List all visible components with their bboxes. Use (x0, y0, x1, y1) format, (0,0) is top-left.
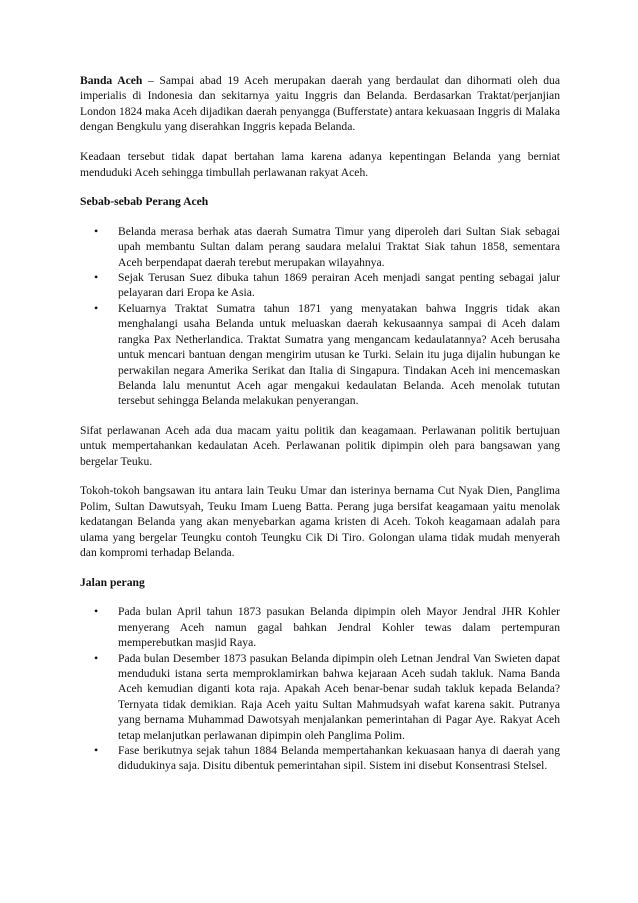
intro-bold-term: Banda Aceh (80, 74, 143, 87)
paragraph-4: Tokoh-tokoh bangsawan itu antara lain Teuku Umar dan isterinya bernama Cut Nyak Dien, Panglima Polim, Sultan Dawutsyah, Teuku Imam Lueng Batta. Perang juga bersifat keagamaan yaitu menolak kedatangan Belanda yang akan menyebarkan agama kristen di Aceh. Tokoh keagamaan adalah para ulama yang bergelar Teungku contoh Teungku Cik Di Tiro. Golongan ulama tidak mudah menyerah dan kompromi terhadap Belanda. (80, 484, 560, 560)
paragraph-3: Sifat perlawanan Aceh ada dua macam yaitu politik dan keagamaan. Perlawanan politik bertujuan untuk mempertahankan kedaulatan Aceh. Perlawanan politik dipimpin oleh para bangsawan yang bergelar Teuku. (80, 423, 560, 468)
list-item (94, 650, 560, 743)
intro-paragraph (80, 73, 560, 135)
list-item (94, 743, 560, 774)
list-item (94, 604, 560, 650)
bullet-icon: • (94, 604, 99, 619)
list-item-text: Pada bulan April tahun 1873 pasukan Belanda dipimpin oleh Mayor Jendral JHR Kohler menyerang Aceh namun gagal bahkan Jendral Kohler tewas dalam pertempuran memperebutkan masjid Raya. (118, 605, 560, 650)
section-heading-causes: Sebab-sebab Perang Aceh (80, 195, 209, 209)
list-item (94, 223, 560, 270)
bullet-icon: • (94, 223, 99, 238)
list-item-text: Fase berikutnya sejak tahun 1884 Belanda mempertahankan kekuasaan hanya di daerah yang didudukinya saja. Disitu dibentuk pemerintahan sipil. Sistem ini disebut Konsentrasi Stelsel. (118, 744, 560, 773)
list-item-text: Pada bulan Desember 1873 pasukan Belanda dipimpin oleh Letnan Jendral Van Swieten dapat menduduki istana serta memproklamirkan bahwa kejaraan Aceh sudah takluk. Nama Banda Aceh kemudian diganti kota raja. Apakah Aceh benar-benar sudah takluk kepada Belanda? Ternyata tidak demikian. Raja Aceh yaitu Sultan Mahmudsyah wafat karena sakit. Putranya yang bernama Muhammad Dawotsyah menjalankan pemerintahan di Pagar Aye. Rakyat Aceh tetap melanjutkan perlawanan dipimpin oleh Panglima Polim. (118, 651, 560, 742)
intro-text: – Sampai abad 19 Aceh merupakan daerah yang berdaulat dan dihormati oleh dua imperialis di Indonesia dan sekitarnya yaitu Inggris dan Belanda. Berdasarkan Traktat/perjanjian London 1824 maka Aceh dijadikan daerah penyangga (Bufferstate) antara kekuasaan Inggris di Malaka dengan Bengkulu yang diserahkan Inggris kepada Belanda. (80, 74, 560, 134)
list-item (94, 300, 560, 409)
section-heading-war-course: Jalan perang (80, 575, 145, 589)
causes-list (80, 224, 560, 409)
bullet-icon: • (94, 650, 99, 665)
list-item-text: Belanda merasa berhak atas daerah Sumatra Timur yang diperoleh dari Sultan Siak sebagai upah membantu Sultan dalam perang saudara melalui Traktat Siak tahun 1858, sementara Aceh berpendapat daerah terebut merupakan wilayahnya. (118, 224, 560, 269)
bullet-icon: • (94, 743, 99, 758)
bullet-icon: • (94, 270, 99, 285)
list-item-text: Sejak Terusan Suez dibuka tahun 1869 perairan Aceh menjadi sangat penting sebagai jalur pelayaran dari Eropa ke Asia. (118, 271, 560, 300)
bullet-icon: • (94, 300, 99, 315)
paragraph-2: Keadaan tersebut tidak dapat bertahan lama karena adanya kepentingan Belanda yang berniat menduduki Aceh sehingga timbullah perlawanan rakyat Aceh. (80, 150, 560, 179)
list-item (94, 270, 560, 301)
war-course-list (80, 604, 560, 773)
list-item-text: Keluarnya Traktat Sumatra tahun 1871 yang menyatakan bahwa Inggris tidak akan menghalangi usaha Belanda untuk meluaskan daerah kekusaannya sampai di Aceh dalam rangka Pax Netherlandica. Traktat Sumatra yang mengancam kedaulatannya? Aceh berusaha untuk mencari bantuan dengan mengirim utusan ke Turki. Selain itu juga dijalin hubungan ke perwakilan negara Amerika Serikat dan Italia di Singapura. Tindakan Aceh ini mencemaskan Belanda lalu menuntut Aceh agar mengakui kedaulatan Belanda. Aceh menolak tututan tersebut sehingga Belanda melakukan penyerangan. (118, 301, 560, 408)
